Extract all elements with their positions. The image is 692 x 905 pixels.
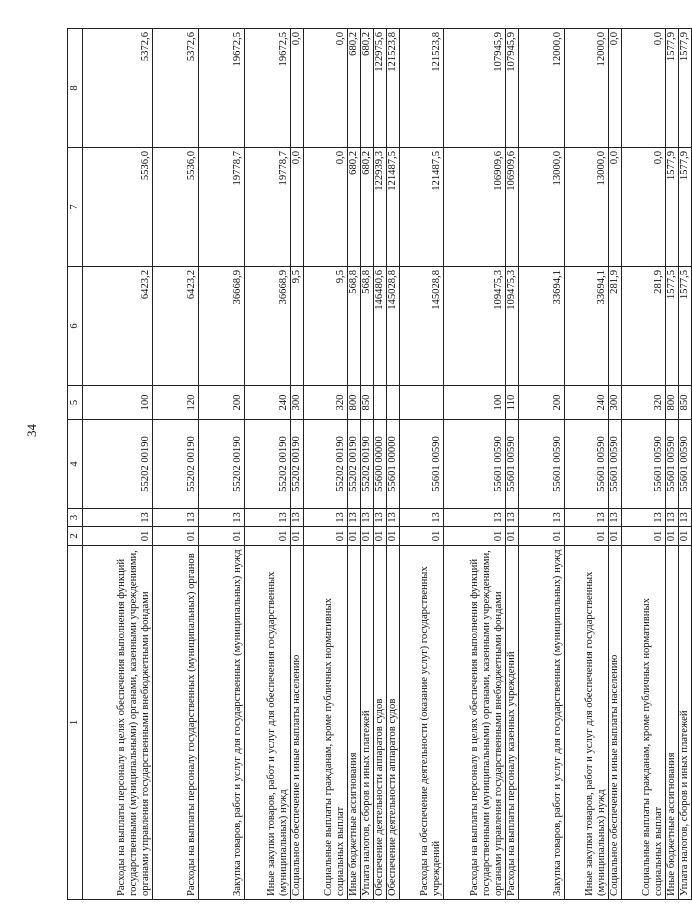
- table-row: [679, 29, 692, 900]
- expense-name-cell: Расходы на выплаты персоналу казенных учреждений: [506, 546, 519, 900]
- section-code-cell: 01: [153, 527, 199, 546]
- table-row: [609, 29, 622, 900]
- amount-cell: 33694,1: [519, 267, 565, 386]
- section-code-cell: 01: [291, 527, 304, 546]
- amount-cell: 109475,3: [506, 267, 519, 386]
- expense-type-cell: 320: [622, 386, 666, 420]
- column-header: 4: [68, 420, 83, 509]
- amount-cell: 109475,3: [444, 267, 506, 386]
- column-header: 8: [68, 29, 83, 148]
- subsection-code-cell: 13: [565, 509, 609, 527]
- amount-cell: 1577,9: [666, 29, 679, 148]
- target-article-cell: 55202 00190: [83, 420, 153, 509]
- expense-type-cell: 200: [519, 386, 565, 420]
- amount-cell: 36668,9: [245, 267, 291, 386]
- section-code-cell: 01: [387, 527, 400, 546]
- amount-cell: 680,2: [361, 29, 374, 148]
- amount-cell: 0,0: [622, 148, 666, 267]
- amount-cell: 0,0: [291, 29, 304, 148]
- expense-type-cell: [400, 386, 444, 420]
- target-article-cell: 55601 00590: [622, 420, 666, 509]
- table-row: [348, 29, 361, 900]
- expense-type-cell: [374, 386, 387, 420]
- table-row: [519, 29, 565, 900]
- table-row: [506, 29, 519, 900]
- expense-name-cell: Иные закупки товаров, работ и услуг для обеспечения государственных (муниципальных) нужд: [565, 546, 609, 900]
- amount-cell: 0,0: [622, 29, 666, 148]
- section-code-cell: 01: [666, 527, 679, 546]
- amount-cell: 106909,6: [444, 148, 506, 267]
- expense-name-cell: Обеспечение деятельности аппаратов судов: [387, 546, 400, 900]
- section-code-cell: 01: [83, 527, 153, 546]
- target-article-cell: 55202 00190: [348, 420, 361, 509]
- subsection-code-cell: 13: [153, 509, 199, 527]
- table-row: [400, 29, 444, 900]
- amount-cell: 1577,5: [679, 267, 692, 386]
- amount-cell: 5372,6: [153, 29, 199, 148]
- amount-cell: 9,5: [291, 267, 304, 386]
- amount-cell: 0,0: [609, 148, 622, 267]
- target-article-cell: 55202 00190: [304, 420, 348, 509]
- amount-cell: 106909,6: [506, 148, 519, 267]
- amount-cell: 680,2: [348, 29, 361, 148]
- section-code-cell: 01: [519, 527, 565, 546]
- amount-cell: 568,8: [348, 267, 361, 386]
- target-article-cell: 55601 00000: [387, 420, 400, 509]
- amount-cell: 6423,2: [153, 267, 199, 386]
- target-article-cell: 55202 00190: [291, 420, 304, 509]
- table-row: [245, 29, 291, 900]
- expense-name-cell: Расходы на выплаты персоналу в целях обеспечения выполнения функций государственными (муниципальными) органами, казенными учреждениями, органами управления государственными внебюджетными фондами: [444, 546, 506, 900]
- target-article-cell: 55202 00190: [153, 420, 199, 509]
- amount-cell: 121487,5: [387, 148, 400, 267]
- table-row: [666, 29, 679, 900]
- section-code-cell: 01: [361, 527, 374, 546]
- amount-cell: 107945,9: [506, 29, 519, 148]
- amount-cell: 680,2: [348, 148, 361, 267]
- column-header: 2: [68, 527, 83, 546]
- expense-name-cell: Социальные выплаты гражданам, кроме публичных нормативных социальных выплат: [622, 546, 666, 900]
- amount-cell: 122939,3: [374, 148, 387, 267]
- table-row: [199, 29, 245, 900]
- expense-name-cell: Уплата налогов, сборов и иных платежей: [361, 546, 374, 900]
- amount-cell: 5536,0: [83, 148, 153, 267]
- amount-cell: 146480,6: [374, 267, 387, 386]
- table-row: [387, 29, 400, 900]
- column-header: 3: [68, 509, 83, 527]
- amount-cell: 13000,0: [519, 148, 565, 267]
- expense-name-cell: Расходы на выплаты персоналу государственных (муниципальных) органов: [153, 546, 199, 900]
- amount-cell: 6423,2: [83, 267, 153, 386]
- section-code-cell: 01: [199, 527, 245, 546]
- table-row: [291, 29, 304, 900]
- section-code-cell: 01: [506, 527, 519, 546]
- amount-cell: 19778,7: [245, 148, 291, 267]
- target-article-cell: 55202 00190: [361, 420, 374, 509]
- expense-name-cell: Иные закупки товаров, работ и услуг для обеспечения государственных (муниципальных) нужд: [245, 546, 291, 900]
- target-article-cell: 55601 00590: [506, 420, 519, 509]
- expense-name-cell: Социальные выплаты гражданам, кроме публичных нормативных социальных выплат: [304, 546, 348, 900]
- expense-name-cell: Социальное обеспечение и иные выплаты населению: [609, 546, 622, 900]
- expense-name-cell: Иные бюджетные ассигнования: [666, 546, 679, 900]
- expense-name-cell: Социальное обеспечение и иные выплаты населению: [291, 546, 304, 900]
- column-header: 7: [68, 148, 83, 267]
- amount-cell: 9,5: [304, 267, 348, 386]
- subsection-code-cell: 13: [622, 509, 666, 527]
- amount-cell: 5372,6: [83, 29, 153, 148]
- table-body: [83, 29, 692, 900]
- column-header: 6: [68, 267, 83, 386]
- amount-cell: 19778,7: [199, 148, 245, 267]
- section-code-cell: 01: [609, 527, 622, 546]
- amount-cell: 122975,6: [374, 29, 387, 148]
- amount-cell: 1577,5: [666, 267, 679, 386]
- amount-cell: 107945,9: [444, 29, 506, 148]
- amount-cell: 121523,8: [400, 29, 444, 148]
- column-number-row: [68, 29, 83, 900]
- target-article-cell: 55601 00590: [679, 420, 692, 509]
- section-code-cell: 01: [400, 527, 444, 546]
- target-article-cell: 55202 00190: [199, 420, 245, 509]
- subsection-code-cell: 13: [679, 509, 692, 527]
- table-row: [622, 29, 666, 900]
- expense-name-cell: Расходы на выплаты персоналу в целях обеспечения выполнения функций государственными (муниципальными) органами, казенными учреждениями, органами управления государственными внебюджетными фондами: [83, 546, 153, 900]
- expense-type-cell: 300: [609, 386, 622, 420]
- column-header: 1: [68, 546, 83, 900]
- table-row: [374, 29, 387, 900]
- amount-cell: 121523,8: [387, 29, 400, 148]
- amount-cell: 0,0: [304, 148, 348, 267]
- section-code-cell: 01: [679, 527, 692, 546]
- expense-type-cell: 320: [304, 386, 348, 420]
- expense-name-cell: Обеспечение деятельности аппаратов судов: [374, 546, 387, 900]
- subsection-code-cell: 13: [387, 509, 400, 527]
- amount-cell: 0,0: [304, 29, 348, 148]
- table-row: [304, 29, 348, 900]
- expense-type-cell: 800: [348, 386, 361, 420]
- subsection-code-cell: 13: [348, 509, 361, 527]
- expense-type-cell: 100: [444, 386, 506, 420]
- table-row: [444, 29, 506, 900]
- column-header: 5: [68, 386, 83, 420]
- section-code-cell: 01: [374, 527, 387, 546]
- expense-type-cell: 120: [153, 386, 199, 420]
- amount-cell: 121487,5: [400, 148, 444, 267]
- amount-cell: 680,2: [361, 148, 374, 267]
- amount-cell: 281,9: [609, 267, 622, 386]
- table-row: [153, 29, 199, 900]
- amount-cell: 19672,5: [245, 29, 291, 148]
- expense-type-cell: [387, 386, 400, 420]
- expense-type-cell: 850: [679, 386, 692, 420]
- expense-type-cell: 100: [83, 386, 153, 420]
- amount-cell: 281,9: [622, 267, 666, 386]
- expense-name-cell: Расходы на обеспечение деятельности (оказание услуг) государственных учреждений: [400, 546, 444, 900]
- target-article-cell: 55601 00590: [519, 420, 565, 509]
- table-row: [83, 29, 153, 900]
- subsection-code-cell: 13: [199, 509, 245, 527]
- budget-table: [67, 28, 692, 900]
- section-code-cell: 01: [565, 527, 609, 546]
- amount-cell: 36668,9: [199, 267, 245, 386]
- amount-cell: 0,0: [291, 148, 304, 267]
- amount-cell: 1577,9: [679, 148, 692, 267]
- amount-cell: 13000,0: [565, 148, 609, 267]
- expense-type-cell: 300: [291, 386, 304, 420]
- table-row: [361, 29, 374, 900]
- amount-cell: 145028,8: [400, 267, 444, 386]
- expense-name-cell: Уплата налогов, сборов и иных платежей: [679, 546, 692, 900]
- subsection-code-cell: 13: [444, 509, 506, 527]
- amount-cell: 5536,0: [153, 148, 199, 267]
- section-code-cell: 01: [304, 527, 348, 546]
- subsection-code-cell: 13: [400, 509, 444, 527]
- rotated-budget-table: [67, 29, 690, 900]
- expense-type-cell: 240: [245, 386, 291, 420]
- expense-type-cell: 240: [565, 386, 609, 420]
- subsection-code-cell: 13: [291, 509, 304, 527]
- subsection-code-cell: 13: [374, 509, 387, 527]
- target-article-cell: 55601 00590: [444, 420, 506, 509]
- subsection-code-cell: 13: [245, 509, 291, 527]
- amount-cell: 1577,9: [679, 29, 692, 148]
- expense-name-cell: Закупка товаров, работ и услуг для государственных (муниципальных) нужд: [199, 546, 245, 900]
- subsection-code-cell: 13: [506, 509, 519, 527]
- amount-cell: 0,0: [609, 29, 622, 148]
- subsection-code-cell: 13: [609, 509, 622, 527]
- amount-cell: 568,8: [361, 267, 374, 386]
- amount-cell: 33694,1: [565, 267, 609, 386]
- section-code-cell: 01: [622, 527, 666, 546]
- expense-name-cell: Закупка товаров, работ и услуг для государственных (муниципальных) нужд: [519, 546, 565, 900]
- target-article-cell: 55601 00590: [565, 420, 609, 509]
- subsection-code-cell: 13: [83, 509, 153, 527]
- amount-cell: 12000,0: [565, 29, 609, 148]
- expense-type-cell: 800: [666, 386, 679, 420]
- subsection-code-cell: 13: [304, 509, 348, 527]
- expense-type-cell: 850: [361, 386, 374, 420]
- target-article-cell: 55202 00190: [245, 420, 291, 509]
- section-code-cell: 01: [245, 527, 291, 546]
- page-number: 34: [24, 424, 39, 437]
- target-article-cell: 55600 00000: [374, 420, 387, 509]
- target-article-cell: 55601 00590: [609, 420, 622, 509]
- target-article-cell: 55601 00590: [666, 420, 679, 509]
- target-article-cell: 55601 00590: [400, 420, 444, 509]
- expense-type-cell: 200: [199, 386, 245, 420]
- section-code-cell: 01: [348, 527, 361, 546]
- amount-cell: 145028,8: [387, 267, 400, 386]
- section-code-cell: 01: [444, 527, 506, 546]
- amount-cell: 19672,5: [199, 29, 245, 148]
- expense-type-cell: 110: [506, 386, 519, 420]
- subsection-code-cell: 13: [361, 509, 374, 527]
- table-row: [565, 29, 609, 900]
- amount-cell: 1577,9: [666, 148, 679, 267]
- subsection-code-cell: 13: [519, 509, 565, 527]
- subsection-code-cell: 13: [666, 509, 679, 527]
- expense-name-cell: Иные бюджетные ассигнования: [348, 546, 361, 900]
- amount-cell: 12000,0: [519, 29, 565, 148]
